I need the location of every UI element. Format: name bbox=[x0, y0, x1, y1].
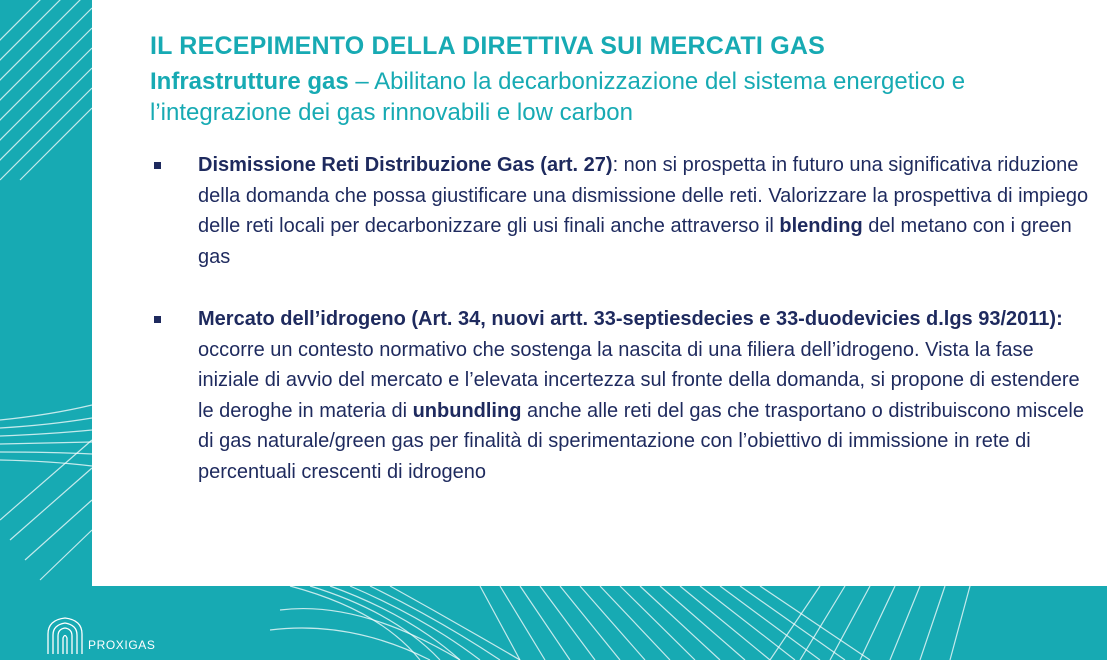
bullet-emphasis: unbundling bbox=[412, 399, 522, 422]
proxigas-logo-icon bbox=[44, 616, 86, 656]
bullet-text: del metano con i green gas bbox=[198, 215, 1072, 268]
slide-title: IL RECEPIMENTO DELLA DIRETTIVA SUI MERCATI GAS bbox=[150, 32, 825, 60]
bullet-text: occorre un contesto normativo che sostenga la nascita di una filiera dell’idrogeno. Vista la fase iniziale di avvio del mercato e l’elevata incertezza sul fronte della domanda, si propone di estendere le deroghe in materia di bbox=[198, 338, 1080, 422]
slide-subtitle bbox=[150, 66, 1050, 128]
bullet-emphasis: blending bbox=[779, 215, 863, 237]
bullet-text: : non si prospetta in futuro una significativa riduzione della domanda che possa giustificare una dismissione delle reti. Valorizzare la prospettiva di impiego delle reti locali per decarbonizzare gli usi finali anche attraverso il bbox=[198, 154, 1089, 237]
proxigas-logo bbox=[44, 616, 155, 656]
bullet-square-icon bbox=[154, 162, 161, 169]
slide-content-panel bbox=[92, 0, 1107, 586]
subtitle-strong: Infrastrutture gas bbox=[150, 68, 349, 95]
bullet-heading: Mercato dell’idrogeno (Art. 34, nuovi artt. 33-septiesdecies e 33-duodevicies d.lgs 93/2011): bbox=[198, 308, 1063, 330]
bullet-square-icon bbox=[154, 316, 161, 323]
bullet-text: anche alle reti del gas che trasportano o distribuiscono miscele di gas naturale/green gas per finalità di sperimentazione con l’obiettivo di immissione in rete di percentuali crescenti di idrogeno bbox=[198, 399, 1084, 483]
bullet-item-dismissione bbox=[150, 150, 1095, 272]
bullet-list bbox=[150, 150, 1095, 487]
subtitle-rest: – Abilitano la decarbonizzazione del sistema energetico e l’integrazione dei gas rinnovabili e low carbon bbox=[150, 68, 966, 126]
bullet-heading: Dismissione Reti Distribuzione Gas (art. 27) bbox=[198, 154, 613, 176]
bullet-item-idrogeno bbox=[150, 304, 1095, 487]
proxigas-logo-text: PROXIGAS bbox=[88, 638, 156, 652]
